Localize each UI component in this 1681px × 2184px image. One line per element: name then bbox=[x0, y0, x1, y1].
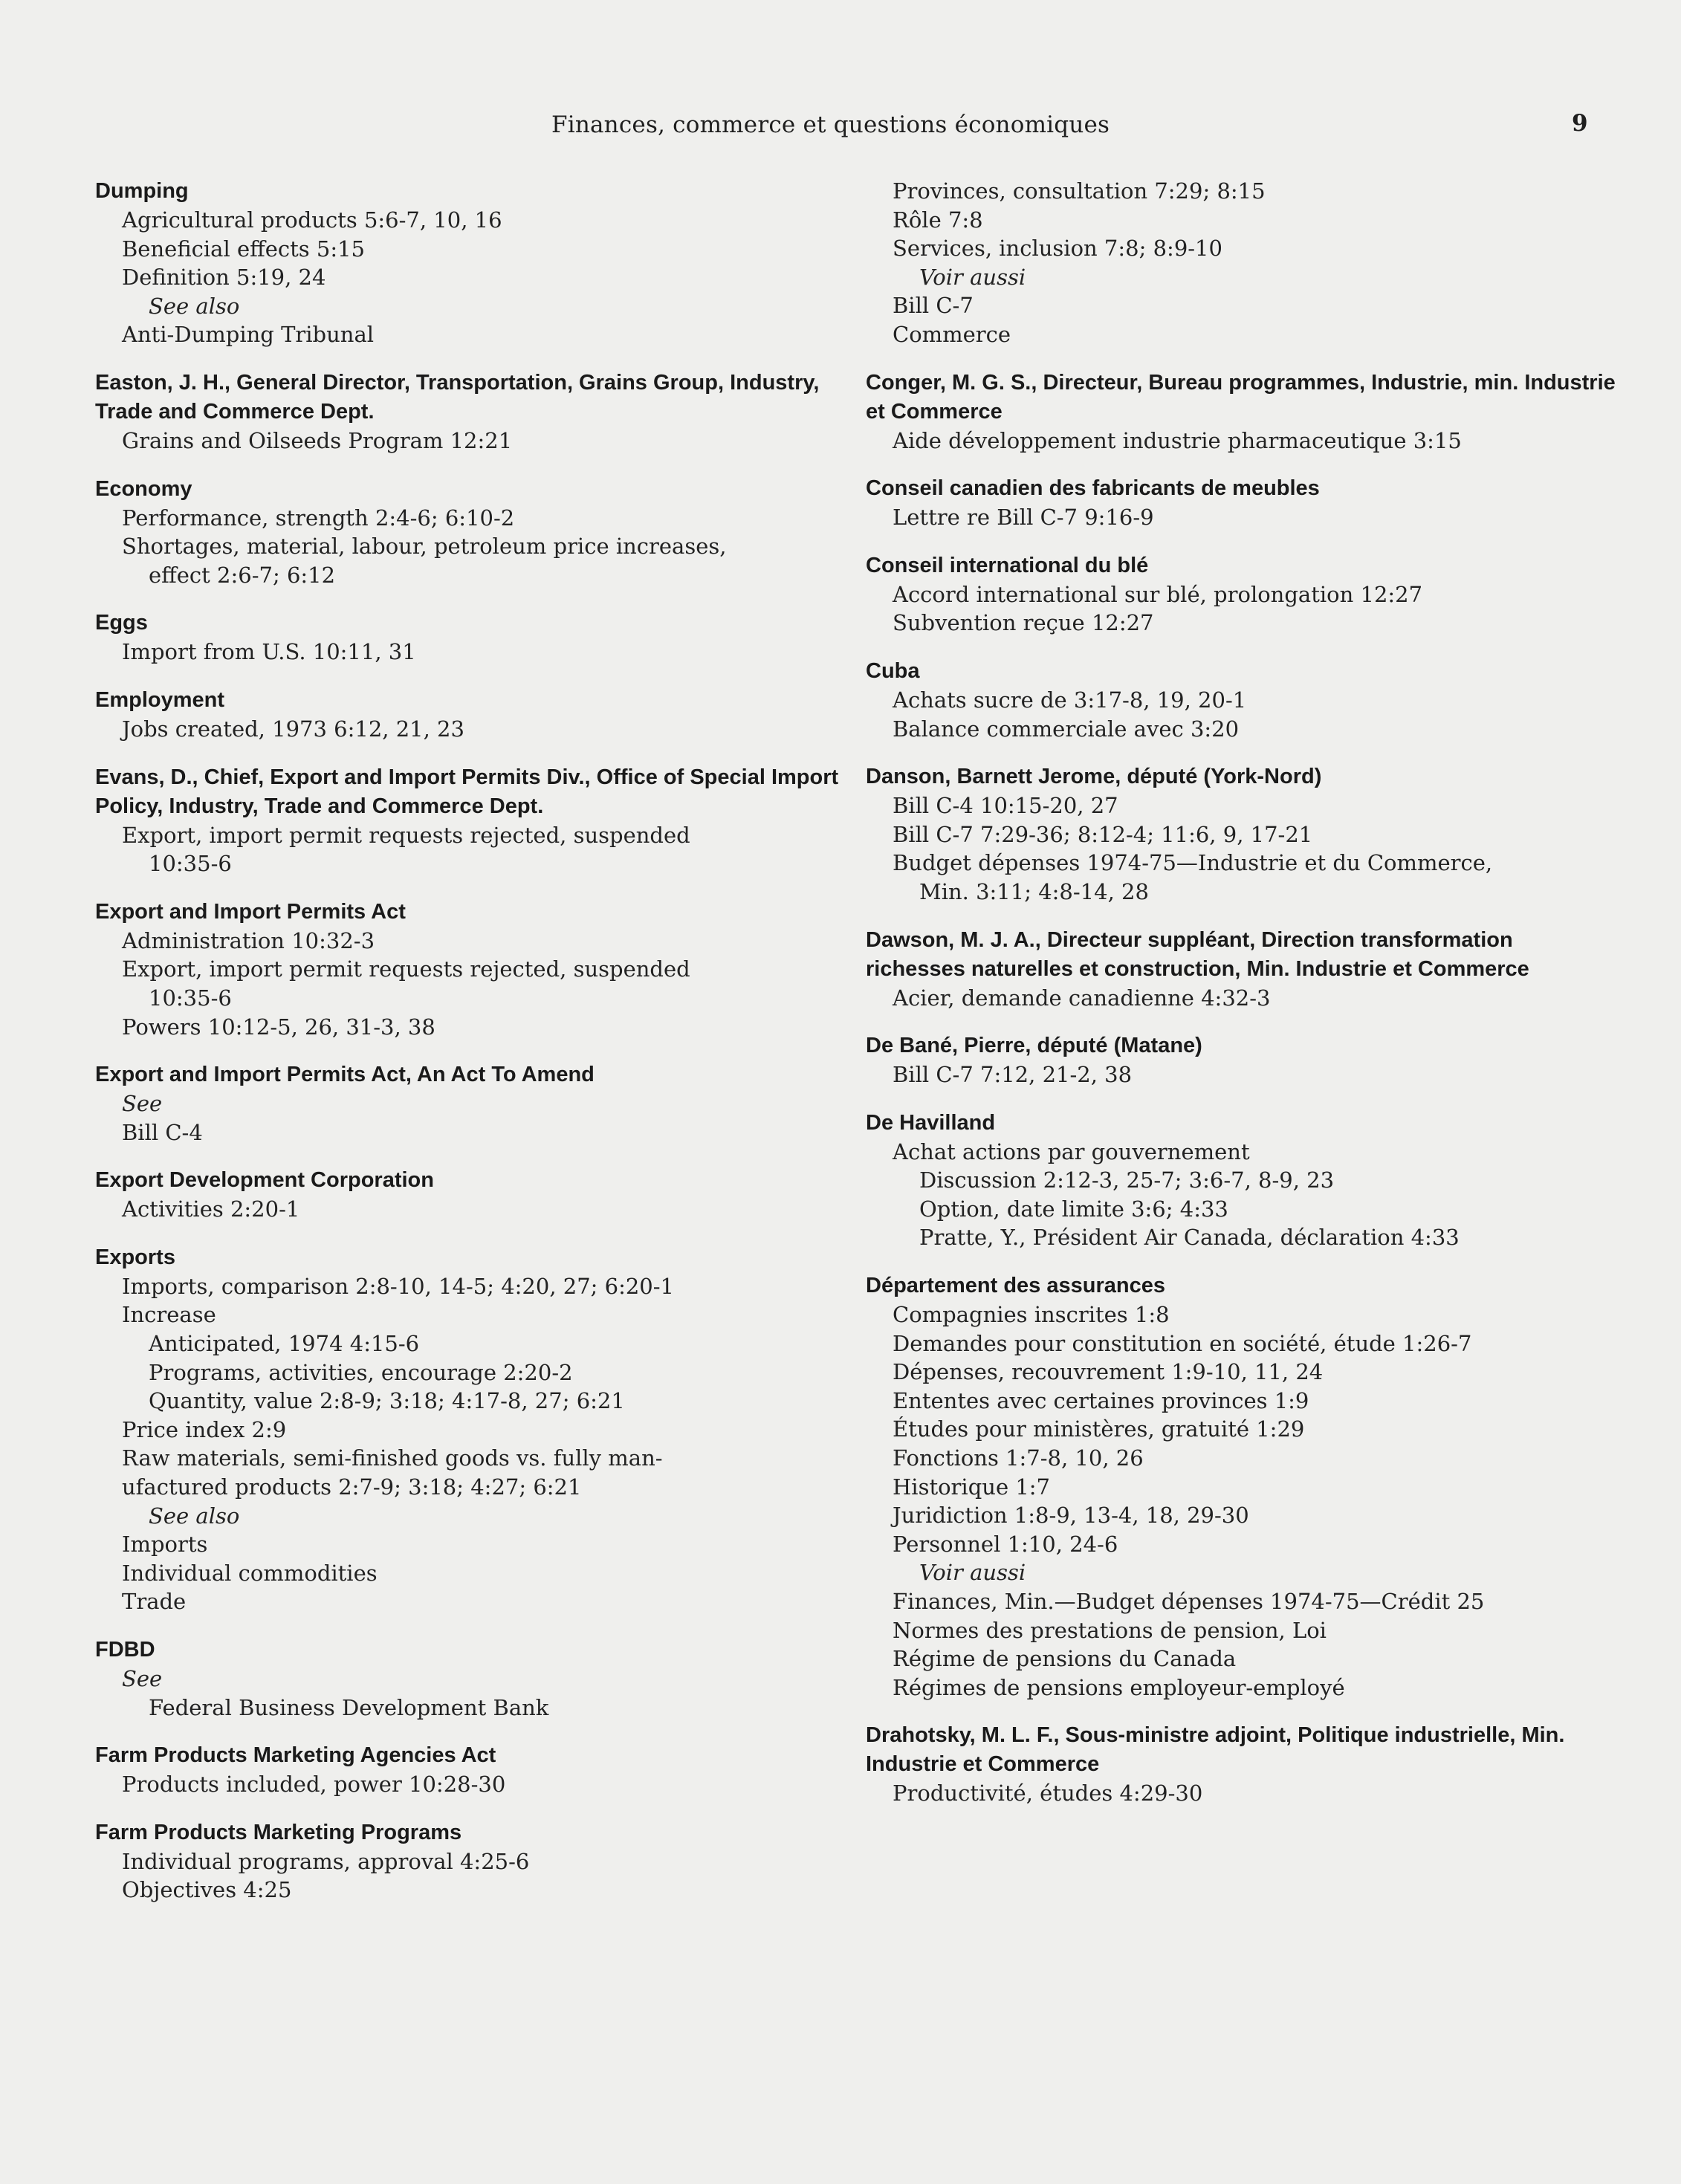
index-subentry: Activities 2:20-1 bbox=[122, 1196, 300, 1222]
index-subentry: Achat actions par gouvernement bbox=[893, 1138, 1250, 1164]
index-heading: Eggs bbox=[95, 611, 148, 635]
index-entry bbox=[95, 1166, 846, 1224]
index-heading: Cuba bbox=[866, 658, 920, 683]
index-heading: FDBD bbox=[95, 1638, 155, 1662]
index-entry bbox=[95, 475, 846, 590]
index-subentry: 10:35-6 bbox=[149, 985, 232, 1011]
index-entry bbox=[866, 551, 1616, 638]
index-subentry: Subvention reçue 12:27 bbox=[893, 610, 1154, 636]
index-subentry: Beneficial effects 5:15 bbox=[122, 236, 366, 262]
index-subentry: Compagnies inscrites 1:8 bbox=[893, 1302, 1170, 1328]
index-subentry: Bill C-7 7:12, 21-2, 38 bbox=[893, 1062, 1133, 1088]
index-entry bbox=[866, 657, 1616, 743]
index-subentry: Imports bbox=[122, 1532, 208, 1558]
index-entry bbox=[95, 177, 846, 349]
index-subentry: Ententes avec certaines provinces 1:9 bbox=[893, 1387, 1309, 1413]
cross-reference-label: Voir aussi bbox=[919, 1560, 1026, 1586]
cross-reference-label: See also bbox=[149, 1503, 240, 1529]
index-column-right bbox=[866, 177, 1616, 1827]
index-heading: Conseil canadien des fabricants de meubles bbox=[866, 476, 1320, 501]
index-subentry: Anti-Dumping Tribunal bbox=[122, 322, 375, 348]
index-heading: Easton, J. H., General Director, Transportation, Grains Group, Industry, Trade and Commerce Dept. bbox=[95, 370, 820, 424]
index-subentry: effect 2:6-7; 6:12 bbox=[149, 562, 336, 588]
index-heading: Dumping bbox=[95, 179, 189, 203]
index-subentry: Historique 1:7 bbox=[893, 1474, 1050, 1500]
index-heading: Export and Import Permits Act, An Act To Amend bbox=[95, 1063, 595, 1087]
index-subentry: Achats sucre de 3:17-8, 19, 20-1 bbox=[893, 687, 1247, 713]
cross-reference-label: See bbox=[122, 1091, 163, 1117]
index-entry bbox=[95, 1741, 846, 1799]
index-subentry: Bill C-7 7:29-36; 8:12-4; 11:6, 9, 17-21 bbox=[893, 821, 1313, 847]
index-entry bbox=[95, 609, 846, 667]
index-heading: Farm Products Marketing Programs bbox=[95, 1820, 462, 1844]
index-subentry: Increase bbox=[122, 1302, 216, 1328]
index-entry bbox=[866, 369, 1616, 456]
index-subentry: Definition 5:19, 24 bbox=[122, 265, 326, 291]
index-entry bbox=[866, 1109, 1616, 1252]
cross-reference-label: See bbox=[122, 1666, 163, 1691]
index-subentry: Administration 10:32-3 bbox=[122, 927, 375, 953]
index-subentry: Finances, Min.—Budget dépenses 1974-75—Crédit 25 bbox=[893, 1589, 1485, 1614]
index-subentry: Individual programs, approval 4:25-6 bbox=[122, 1848, 530, 1874]
index-subentry: Jobs created, 1973 6:12, 21, 23 bbox=[122, 716, 464, 742]
index-subentry: Objectives 4:25 bbox=[122, 1877, 292, 1903]
index-subentry: Anticipated, 1974 4:15-6 bbox=[149, 1331, 420, 1357]
index-subentry: Raw materials, semi-finished goods vs. fully man- bbox=[122, 1445, 663, 1471]
index-column-left bbox=[95, 177, 846, 1924]
index-entry bbox=[866, 1721, 1616, 1808]
index-heading: Drahotsky, M. L. F., Sous-ministre adjoint, Politique industrielle, Min. Industrie et Commerce bbox=[866, 1723, 1565, 1777]
index-heading: Danson, Barnett Jerome, député (York-Nord) bbox=[866, 765, 1322, 789]
index-subentry: Pratte, Y., Président Air Canada, déclaration 4:33 bbox=[919, 1225, 1460, 1251]
index-heading: De Bané, Pierre, député (Matane) bbox=[866, 1034, 1202, 1058]
index-subentry: Juridiction 1:8-9, 13-4, 18, 29-30 bbox=[893, 1503, 1249, 1529]
index-subentry: Quantity, value 2:8-9; 3:18; 4:17-8, 27; 6:21 bbox=[149, 1388, 625, 1414]
index-subentry: Demandes pour constitution en société, étude 1:26-7 bbox=[893, 1330, 1472, 1356]
index-entry bbox=[95, 763, 846, 878]
index-subentry: Performance, strength 2:4-6; 6:10-2 bbox=[122, 505, 515, 531]
index-subentry: Dépenses, recouvrement 1:9-10, 11, 24 bbox=[893, 1359, 1324, 1385]
index-subentry: Études pour ministères, gratuité 1:29 bbox=[893, 1416, 1305, 1442]
index-heading: Exports bbox=[95, 1245, 175, 1269]
index-subentry: Trade bbox=[122, 1589, 187, 1615]
index-heading: Evans, D., Chief, Export and Import Permits Div., Office of Special Import Policy, Industry, Trade and Commerce Dept. bbox=[95, 765, 839, 818]
index-heading: Conseil international du blé bbox=[866, 553, 1149, 577]
index-subentry: Export, import permit requests rejected, suspended bbox=[122, 822, 690, 848]
index-subentry: Personnel 1:10, 24-6 bbox=[893, 1531, 1118, 1557]
index-entry bbox=[95, 369, 846, 456]
index-subentry: Lettre re Bill C-7 9:16-9 bbox=[893, 505, 1154, 531]
index-subentry: Rôle 7:8 bbox=[893, 207, 983, 233]
page-number: 9 bbox=[1572, 110, 1588, 137]
index-subentry: Accord international sur blé, prolongation 12:27 bbox=[893, 581, 1423, 607]
index-entry bbox=[95, 1060, 846, 1147]
index-subentry: Normes des prestations de pension, Loi bbox=[893, 1617, 1327, 1643]
index-entry bbox=[866, 474, 1616, 532]
index-subentry: Services, inclusion 7:8; 8:9-10 bbox=[893, 236, 1222, 262]
cross-reference-label: Voir aussi bbox=[919, 264, 1026, 290]
index-subentry: Discussion 2:12-3, 25-7; 3:6-7, 8-9, 23 bbox=[919, 1167, 1335, 1193]
index-subentry: Grains and Oilseeds Program 12:21 bbox=[122, 427, 513, 453]
index-subentry: Export, import permit requests rejected, suspended bbox=[122, 956, 690, 982]
index-subentry: Régime de pensions du Canada bbox=[893, 1646, 1237, 1672]
index-subentry: Budget dépenses 1974-75—Industrie et du Commerce, bbox=[893, 850, 1493, 876]
index-heading: Employment bbox=[95, 687, 225, 712]
index-subentry: Productivité, études 4:29-30 bbox=[893, 1780, 1203, 1807]
index-heading: De Havilland bbox=[866, 1110, 996, 1135]
running-header: Finances, commerce et questions économiques bbox=[551, 111, 1110, 138]
index-entry bbox=[866, 762, 1616, 906]
index-subentry: Federal Business Development Bank bbox=[149, 1694, 549, 1720]
index-subentry: ufactured products 2:7-9; 3:18; 4:27; 6:21 bbox=[122, 1474, 582, 1500]
index-heading: Département des assurances bbox=[866, 1274, 1165, 1298]
index-subentry: Agricultural products 5:6-7, 10, 16 bbox=[122, 207, 502, 233]
index-subentry: Acier, demande canadienne 4:32-3 bbox=[893, 985, 1271, 1011]
index-subentry: Provinces, consultation 7:29; 8:15 bbox=[893, 178, 1266, 204]
index-entry bbox=[95, 1243, 846, 1616]
index-heading: Export Development Corporation bbox=[95, 1168, 434, 1193]
index-heading: Economy bbox=[95, 476, 192, 501]
index-subentry: Aide développement industrie pharmaceutique 3:15 bbox=[893, 427, 1462, 453]
index-subentry: Shortages, material, labour, petroleum price increases, bbox=[122, 534, 727, 560]
index-heading: Dawson, M. J. A., Directeur suppléant, Direction transformation richesses naturelles et construction, Min. Industrie et Commerce bbox=[866, 927, 1529, 981]
index-entry bbox=[866, 926, 1616, 1013]
index-subentry: Bill C-4 bbox=[122, 1119, 203, 1145]
index-subentry: 10:35-6 bbox=[149, 851, 232, 877]
index-entry bbox=[95, 1636, 846, 1722]
index-subentry: Bill C-7 bbox=[893, 293, 974, 319]
index-subentry: Commerce bbox=[893, 321, 1011, 347]
index-heading: Export and Import Permits Act bbox=[95, 899, 406, 924]
index-subentry: Individual commodities bbox=[122, 1560, 378, 1586]
index-heading: Farm Products Marketing Agencies Act bbox=[95, 1743, 496, 1768]
index-entry bbox=[95, 686, 846, 744]
index-subentry: Price index 2:9 bbox=[122, 1416, 287, 1442]
index-subentry: Régimes de pensions employeur-employé bbox=[893, 1674, 1345, 1700]
index-subentry: Imports, comparison 2:8-10, 14-5; 4:20, 27; 6:20-1 bbox=[122, 1273, 675, 1299]
index-entry bbox=[866, 177, 1616, 349]
index-subentry: Powers 10:12-5, 26, 31-3, 38 bbox=[122, 1014, 435, 1040]
cross-reference-label: See also bbox=[149, 293, 240, 319]
index-subentry: Balance commerciale avec 3:20 bbox=[893, 716, 1240, 742]
index-entry bbox=[866, 1031, 1616, 1089]
index-entry bbox=[95, 1818, 846, 1905]
index-subentry: Option, date limite 3:6; 4:33 bbox=[919, 1196, 1228, 1222]
index-entry bbox=[866, 1271, 1616, 1702]
index-heading: Conger, M. G. S., Directeur, Bureau programmes, Industrie, min. Industrie et Commerce bbox=[866, 370, 1616, 424]
index-subentry: Programs, activities, encourage 2:20-2 bbox=[149, 1359, 573, 1385]
index-subentry: Bill C-4 10:15-20, 27 bbox=[893, 793, 1118, 819]
index-subentry: Min. 3:11; 4:8-14, 28 bbox=[919, 878, 1149, 904]
index-entry bbox=[95, 898, 846, 1041]
index-subentry: Fonctions 1:7-8, 10, 26 bbox=[893, 1445, 1144, 1471]
index-subentry: Import from U.S. 10:11, 31 bbox=[122, 639, 416, 665]
index-subentry: Products included, power 10:28-30 bbox=[122, 1772, 506, 1798]
